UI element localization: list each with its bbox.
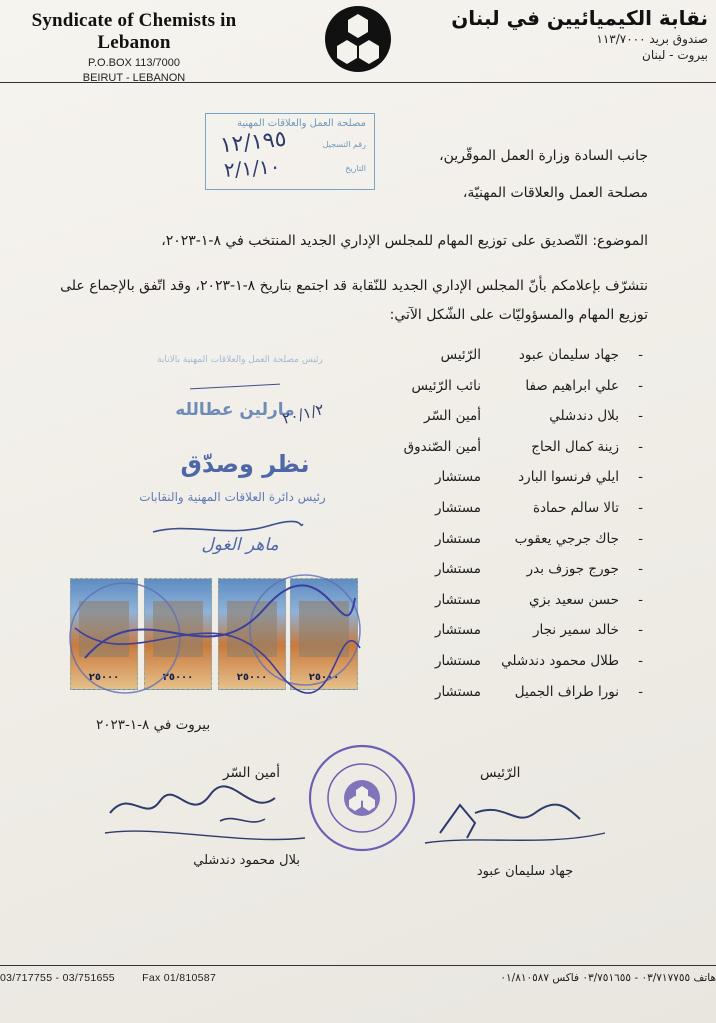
list-item: - تالا سالم حمادة مستشار	[434, 499, 643, 516]
member-name: ايلي فرنسوا البارد	[518, 469, 619, 486]
fiscal-stamp: ٢٥٠٠٠	[144, 578, 212, 690]
member-role: مستشار	[434, 591, 481, 608]
footer-contact-ar: هاتف ٠٣/٧١٧٧٥٥ - ٠٣/٧٥١٦٥٥ فاكس ٠١/٨١٠٥٨٧	[500, 972, 716, 984]
subject-line: الموضوع: التّصديق على توزيع المهام للمجلس الإداري الجديد المنتخب في ٨-١-٢٠٢٣،	[161, 233, 648, 249]
org-name-en: Syndicate of Chemists in Lebanon	[31, 10, 237, 53]
member-name: جورج جوزف بدر	[526, 561, 619, 578]
footer-phones-en: 03/717755 - 03/751655	[0, 972, 115, 984]
list-item: - جورج جوزف بدر مستشار	[434, 561, 643, 578]
viewed-approved-stamp: نظر وصدّق	[180, 450, 310, 478]
received-stamp	[205, 113, 375, 190]
member-role: مستشار	[434, 469, 481, 486]
list-item: - علي ابراهيم صفا نائب الرّئيس	[411, 377, 643, 394]
member-name: طلال محمود دندشلي	[501, 652, 619, 669]
place-date-line: بيروت في ٨-١-٢٠٢٣	[96, 717, 211, 733]
fiscal-stamp: ٢٥٠٠٠	[218, 578, 286, 690]
list-item: - حسن سعيد بزي مستشار	[434, 591, 643, 608]
member-name: بلال دندشلي	[549, 408, 619, 425]
member-role: الرّئيس	[440, 347, 481, 363]
member-name: جهاد سليمان عبود	[518, 347, 619, 363]
city-ar: بيروت - لبنان	[642, 48, 708, 62]
received-stamp-reg-number: ١٢/١٩٥	[218, 126, 288, 159]
received-stamp-reg-label: رقم التسجيل	[322, 140, 366, 149]
member-name: زينة كمال الحاج	[531, 438, 619, 455]
footer-fax-en: Fax 01/810587	[142, 972, 217, 984]
member-role: مستشار	[434, 530, 481, 547]
header-arabic	[448, 6, 708, 62]
hexagon-flask-logo-icon	[318, 4, 398, 74]
member-role: أمين الصّندوق	[403, 438, 481, 455]
approval-handwritten-date: ٢٠/١/٢	[280, 400, 326, 428]
treasurer-name: بلال محمود دندشلي	[193, 853, 300, 868]
member-name: حسن سعيد بزي	[528, 591, 619, 608]
addressee-line-1: جانب السادة وزارة العمل الموقّرين،	[439, 148, 648, 164]
member-role: مستشار	[434, 622, 481, 639]
member-role: مستشار	[434, 683, 481, 700]
header-rule	[0, 82, 716, 83]
received-stamp-title: مصلحة العمل والعلاقات المهنية	[237, 118, 366, 129]
member-name: تالا سالم حمادة	[532, 499, 619, 516]
member-role: أمين السّر	[424, 408, 481, 425]
approver-name: مارلين عطالله	[175, 400, 295, 420]
list-item: - ايلي فرنسوا البارد مستشار	[434, 469, 643, 486]
fiscal-stamp: ٢٥٠٠٠	[290, 578, 358, 690]
department-head-name: ماهر الغول	[201, 535, 279, 555]
header-english	[14, 10, 254, 84]
list-item: - بلال دندشلي أمين السّر	[424, 408, 643, 425]
pobox-ar: صندوق بريد ١١٣/٧٠٠٠	[596, 32, 708, 46]
approval-header: رئيس مصلحة العمل والعلاقات المهنية بالانابة	[157, 355, 323, 365]
president-title: الرّئيس	[480, 765, 521, 781]
member-name: نورا طراف الجميل	[514, 683, 619, 700]
member-name: جاك جرجي يعقوب	[514, 530, 619, 547]
addressee-line-2: مصلحة العمل والعلاقات المهنيّة،	[462, 185, 648, 201]
syndicate-seal-icon	[306, 742, 418, 854]
member-name: خالد سمير نجار	[533, 622, 619, 639]
member-role: نائب الرّئيس	[411, 377, 481, 394]
received-stamp-date-label: التاريخ	[345, 164, 366, 173]
member-role: مستشار	[434, 652, 481, 669]
member-name: علي ابراهيم صفا	[525, 377, 619, 394]
list-item: - نورا طراف الجميل مستشار	[434, 683, 643, 700]
president-name: جهاد سليمان عبود	[476, 864, 574, 879]
city-en: BEIRUT - LEBANON	[82, 72, 186, 84]
list-item: - زينة كمال الحاج أمين الصّندوق	[403, 438, 643, 455]
treasurer-signature-icon	[100, 783, 310, 853]
president-signature-icon	[415, 793, 615, 853]
list-item: - جهاد سليمان عبود الرّئيس	[440, 347, 643, 363]
fiscal-stamp: ٢٥٠٠٠	[70, 578, 138, 690]
body-paragraph: نتشرّف بإعلامكم بأنّ المجلس الإداري الجديد للنّقابة قد اجتمع بتاريخ ٨-١-٢٠٢٣، وقد اتّفق بالإجماع على توزيع المهام والمسؤوليّات على الشّكل الآتي:	[60, 278, 648, 323]
treasurer-title: أمين السّر	[223, 765, 280, 781]
received-stamp-date-value: ٢/١/١٠	[223, 154, 282, 182]
member-role: مستشار	[434, 561, 481, 578]
treasurer-signature-block	[160, 765, 300, 868]
list-item: - طلال محمود دندشلي مستشار	[434, 652, 643, 669]
cancellation-marks	[55, 568, 365, 708]
president-signature-block	[440, 765, 610, 879]
approval-signature-line	[190, 384, 280, 390]
member-role: مستشار	[434, 499, 481, 516]
members-list	[341, 342, 643, 709]
footer	[0, 965, 716, 990]
list-item: - جاك جرجي يعقوب مستشار	[434, 530, 643, 547]
footer-contact-en	[0, 972, 216, 984]
department-head-title: رئيس دائرة العلاقات المهنية والنقابات	[139, 490, 326, 504]
org-name-ar: نقابة الكيميائيين في لبنان	[451, 6, 708, 30]
list-item: - خالد سمير نجار مستشار	[434, 622, 643, 639]
pobox-en: P.O.BOX 113/7000	[88, 57, 180, 69]
